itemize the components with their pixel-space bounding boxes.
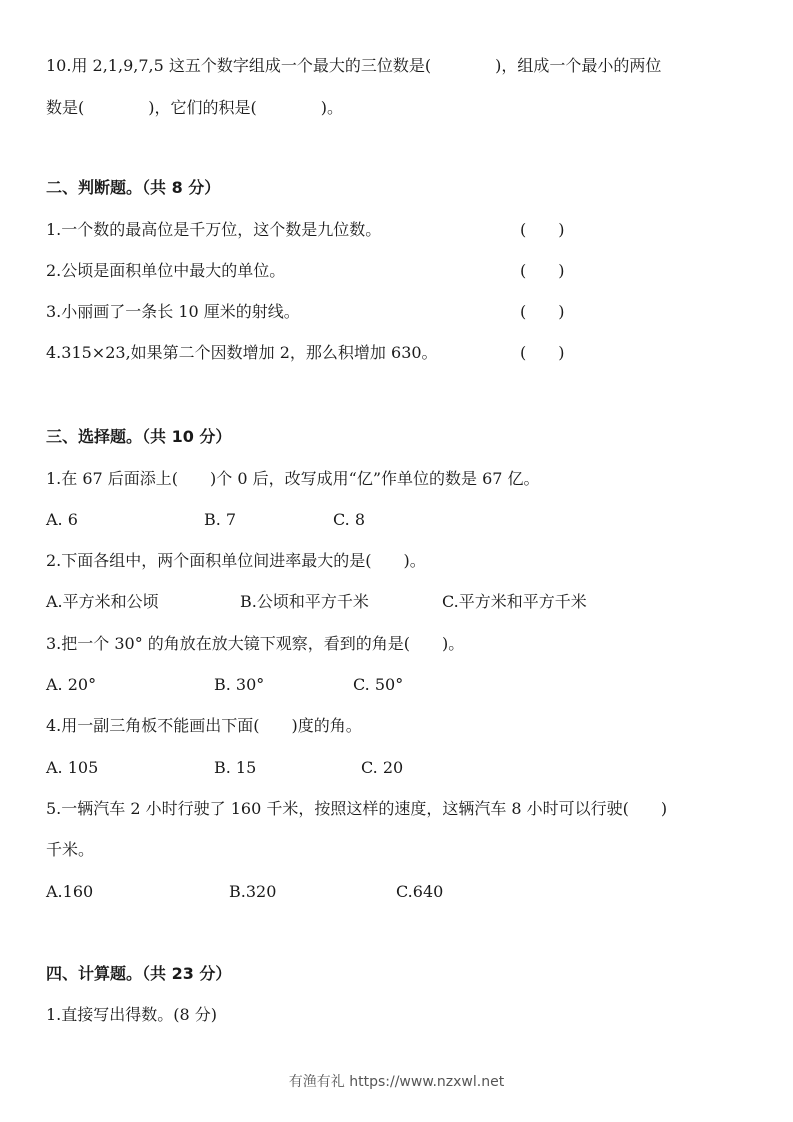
choice-2-option-a: A.平方米和公顷 bbox=[46, 592, 159, 611]
choice-3-option-c: C. 50° bbox=[353, 675, 404, 694]
judgment-item-2: 2.公顷是面积单位中最大的单位。 bbox=[46, 261, 286, 280]
judgment-answer-paren-3[interactable]: ( ) bbox=[520, 302, 565, 321]
judgment-answer-paren-4[interactable]: ( ) bbox=[520, 343, 565, 362]
choice-3-option-a: A. 20° bbox=[46, 675, 97, 694]
choice-2-option-b: B.公顷和平方千米 bbox=[240, 592, 369, 611]
choice-1-option-b: B. 7 bbox=[204, 510, 237, 529]
choice-1-option-a: A. 6 bbox=[46, 510, 78, 529]
judgment-item-3: 3.小丽画了一条长 10 厘米的射线。 bbox=[46, 302, 300, 321]
section-heading-judgment: 二、判断题。（共 8 分） bbox=[46, 178, 221, 197]
judgment-item-1: 1.一个数的最高位是千万位，这个数是九位数。 bbox=[46, 220, 382, 239]
choice-question-5-line2: 千米。 bbox=[46, 840, 95, 859]
judgment-answer-paren-1[interactable]: ( ) bbox=[520, 220, 565, 239]
judgment-item-4: 4.315×23,如果第二个因数增加 2，那么积增加 630。 bbox=[46, 343, 438, 362]
question-10-line2: 数是( )，它们的积是( )。 bbox=[46, 98, 343, 117]
choice-question-1: 1.在 67 后面添上( )个 0 后，改写成用“亿”作单位的数是 67 亿。 bbox=[46, 469, 540, 488]
choice-5-option-b: B.320 bbox=[229, 882, 277, 901]
choice-3-option-b: B. 30° bbox=[214, 675, 265, 694]
choice-4-option-c: C. 20 bbox=[361, 758, 404, 777]
section-heading-choice: 三、选择题。（共 10 分） bbox=[46, 427, 232, 446]
choice-1-option-c: C. 8 bbox=[333, 510, 366, 529]
choice-2-option-c: C.平方米和平方千米 bbox=[442, 592, 587, 611]
choice-4-option-b: B. 15 bbox=[214, 758, 257, 777]
choice-5-option-c: C.640 bbox=[396, 882, 444, 901]
question-10-line1: 10.用 2,1,9,7,5 这五个数字组成一个最大的三位数是( )，组成一个最小的两位 bbox=[46, 56, 662, 75]
choice-question-5-line1: 5.一辆汽车 2 小时行驶了 160 千米，按照这样的速度，这辆汽车 8 小时可以行驶( ) bbox=[46, 799, 668, 818]
section-heading-calculation: 四、计算题。（共 23 分） bbox=[46, 964, 232, 983]
footer-watermark: 有渔有礼 https://www.nzxwl.net bbox=[288, 1074, 505, 1090]
choice-question-2: 2.下面各组中，两个面积单位间进率最大的是( )。 bbox=[46, 551, 426, 570]
calculation-question-1: 1.直接写出得数。(8 分) bbox=[46, 1005, 218, 1024]
choice-4-option-a: A. 105 bbox=[46, 758, 99, 777]
choice-question-3: 3.把一个 30° 的角放在放大镜下观察，看到的角是( )。 bbox=[46, 634, 465, 653]
choice-5-option-a: A.160 bbox=[46, 882, 94, 901]
choice-question-4: 4.用一副三角板不能画出下面( )度的角。 bbox=[46, 716, 362, 735]
judgment-answer-paren-2[interactable]: ( ) bbox=[520, 261, 565, 280]
